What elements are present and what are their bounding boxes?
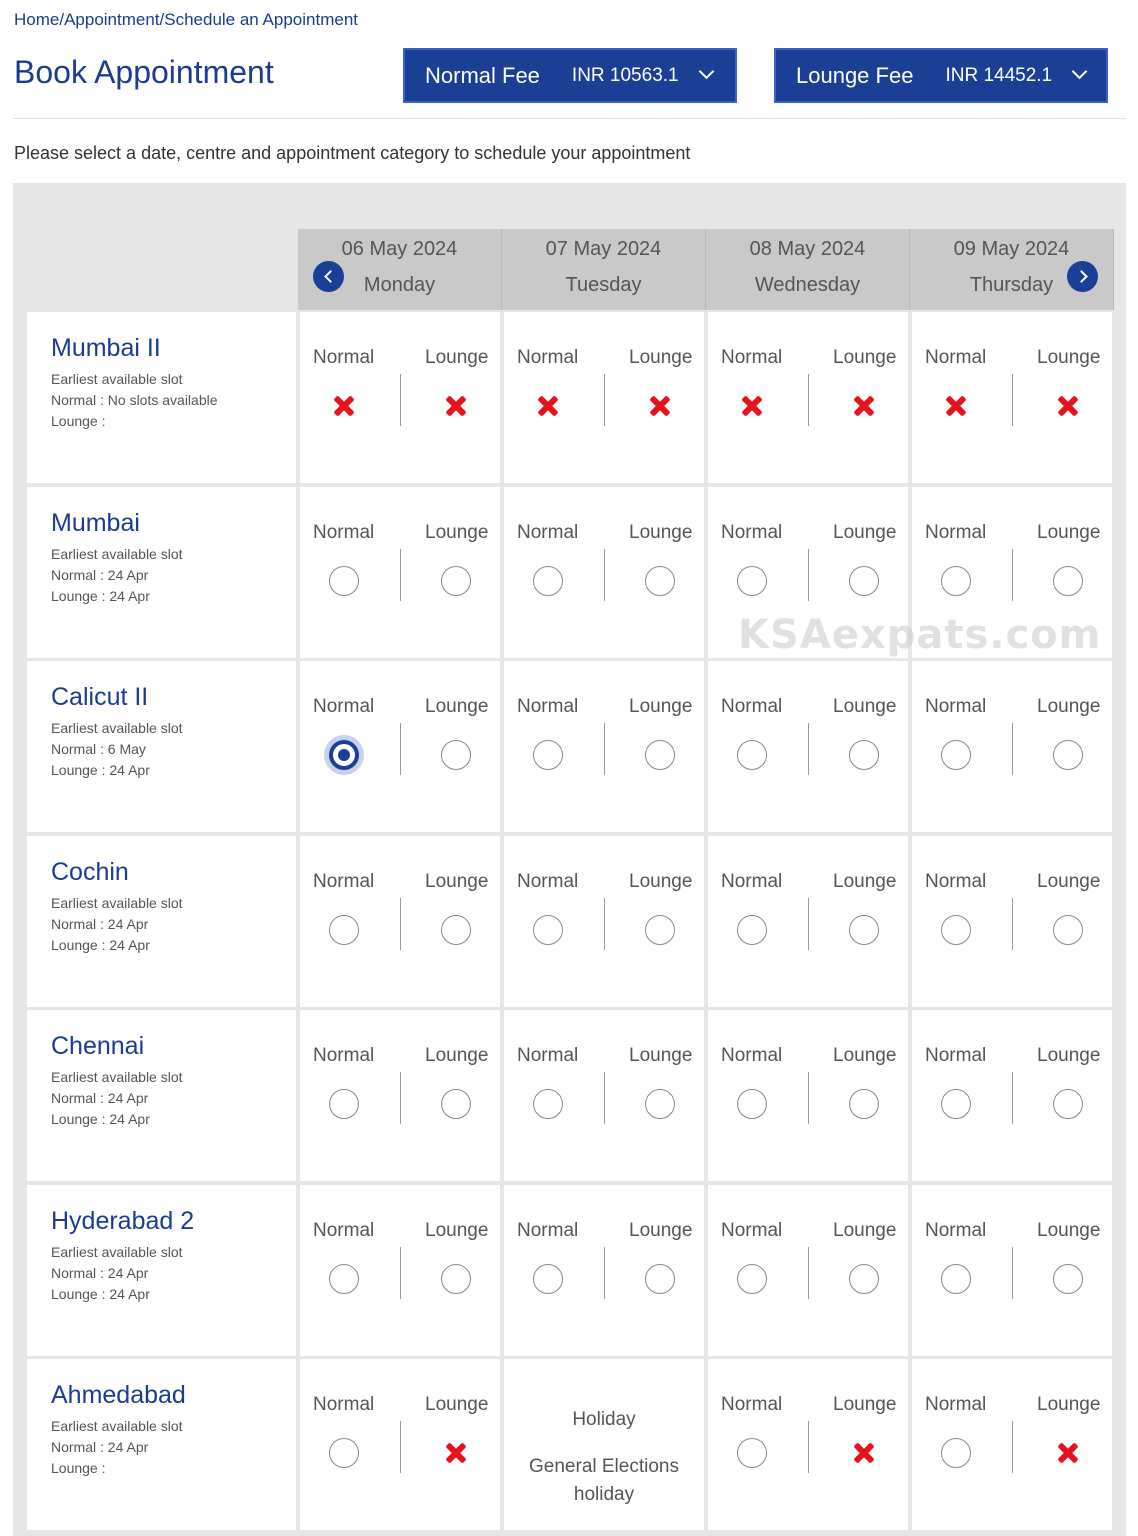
red-cross-icon — [329, 391, 359, 421]
slot-container — [645, 740, 675, 770]
earliest-slot-line: Earliest available slot — [51, 546, 183, 562]
normal-slot-radio[interactable] — [941, 566, 971, 596]
normal-label: Normal — [313, 347, 375, 368]
slot-container — [849, 915, 879, 945]
center-card — [27, 312, 296, 483]
normal-fee-amount: INR 10563.1 — [571, 64, 679, 86]
slot-container — [329, 740, 359, 770]
slot-container — [441, 391, 471, 421]
normal-label: Normal — [925, 871, 987, 892]
slot-container — [1053, 1089, 1083, 1119]
center-name: Mumbai — [51, 509, 140, 537]
earliest-slot-info — [51, 1067, 296, 1130]
slot-cell — [912, 1185, 1112, 1356]
red-cross-icon — [849, 391, 879, 421]
lounge-label: Lounge — [833, 871, 897, 892]
normal-label: Normal — [721, 696, 783, 717]
normal-label: Normal — [925, 696, 987, 717]
slot-divider — [808, 1072, 809, 1124]
slot-container — [941, 1089, 971, 1119]
slot-cell — [300, 1185, 500, 1356]
slot-container — [941, 391, 971, 421]
slot-container — [441, 1264, 471, 1294]
slot-container — [1053, 1264, 1083, 1294]
slot-container — [329, 566, 359, 596]
lounge-label: Lounge — [425, 522, 489, 543]
slot-cell — [708, 1010, 908, 1181]
slot-container — [737, 391, 767, 421]
day-name: Monday — [363, 274, 436, 296]
lounge-label: Lounge — [629, 522, 693, 543]
lounge-slot-radio[interactable] — [1053, 915, 1083, 945]
normal-label: Normal — [925, 347, 987, 368]
lounge-label: Lounge — [1037, 1220, 1101, 1241]
slot-divider — [1012, 1421, 1013, 1473]
slot-cell — [708, 836, 908, 1007]
lounge-slot-radio[interactable] — [441, 740, 471, 770]
slot-cell — [300, 836, 500, 1007]
earliest-slot-line: Normal : 24 Apr — [51, 1439, 149, 1455]
earliest-slot-line: Lounge : 24 Apr — [51, 762, 150, 778]
normal-label: Normal — [721, 1220, 783, 1241]
normal-slot-radio[interactable] — [737, 740, 767, 770]
normal-slot-radio[interactable] — [329, 1089, 359, 1119]
slot-container — [533, 1089, 563, 1119]
lounge-label: Lounge — [1037, 522, 1101, 543]
red-cross-icon — [533, 391, 563, 421]
slot-divider — [808, 1247, 809, 1299]
normal-slot-radio[interactable] — [533, 1264, 563, 1294]
slot-divider — [604, 723, 605, 775]
center-card — [27, 487, 296, 658]
slot-divider — [808, 898, 809, 950]
slot-container — [441, 566, 471, 596]
normal-label: Normal — [925, 1045, 987, 1066]
lounge-slot-radio[interactable] — [441, 915, 471, 945]
slot-container — [941, 740, 971, 770]
slot-container — [849, 1089, 879, 1119]
normal-label: Normal — [721, 1394, 783, 1415]
earliest-slot-info — [51, 544, 296, 607]
lounge-label: Lounge — [629, 1220, 693, 1241]
lounge-slot-radio[interactable] — [1053, 740, 1083, 770]
earliest-slot-line: Lounge : 24 Apr — [51, 1111, 150, 1127]
previous-dates-button[interactable] — [313, 261, 344, 292]
slot-divider — [604, 1072, 605, 1124]
earliest-slot-line: Earliest available slot — [51, 1418, 183, 1434]
slot-cell — [912, 1010, 1112, 1181]
instruction-text: Please select a date, centre and appointment category to schedule your appointment — [14, 143, 691, 163]
normal-slot-radio[interactable] — [329, 566, 359, 596]
lounge-slot-radio[interactable] — [849, 1264, 879, 1294]
slot-container — [441, 740, 471, 770]
lounge-label: Lounge — [1037, 871, 1101, 892]
lounge-slot-radio[interactable] — [1053, 1089, 1083, 1119]
day-date: 06 May 2024 — [341, 238, 458, 260]
day-name: Tuesday — [565, 274, 642, 296]
center-card — [27, 836, 296, 1007]
slot-container — [533, 1264, 563, 1294]
slot-container — [329, 1264, 359, 1294]
lounge-label: Lounge — [425, 696, 489, 717]
slot-container — [849, 1438, 879, 1468]
page-title: Book Appointment — [14, 54, 274, 90]
slot-divider — [604, 374, 605, 426]
center-card — [27, 661, 296, 832]
lounge-fee-label: Lounge Fee — [796, 62, 914, 88]
center-name: Hyderabad 2 — [51, 1207, 195, 1235]
center-name: Cochin — [51, 858, 129, 886]
lounge-label: Lounge — [833, 696, 897, 717]
normal-slot-radio[interactable] — [737, 915, 767, 945]
earliest-slot-line: Earliest available slot — [51, 720, 183, 736]
lounge-slot-radio[interactable] — [645, 1264, 675, 1294]
earliest-slot-line: Earliest available slot — [51, 1069, 183, 1085]
slot-cell — [912, 312, 1112, 483]
slot-container — [533, 566, 563, 596]
slot-cell — [504, 487, 704, 658]
lounge-label: Lounge — [1037, 1045, 1101, 1066]
slot-divider — [1012, 723, 1013, 775]
center-name: Ahmedabad — [51, 1381, 186, 1409]
normal-slot-radio[interactable] — [533, 915, 563, 945]
slot-container — [533, 915, 563, 945]
normal-slot-radio[interactable] — [941, 1264, 971, 1294]
earliest-slot-line: Normal : 6 May — [51, 741, 146, 757]
slot-container — [1053, 391, 1083, 421]
lounge-slot-radio[interactable] — [849, 566, 879, 596]
lounge-slot-radio[interactable] — [1053, 1264, 1083, 1294]
normal-slot-radio[interactable] — [329, 915, 359, 945]
slot-container — [645, 1089, 675, 1119]
slot-container — [1053, 915, 1083, 945]
lounge-label: Lounge — [425, 347, 489, 368]
slot-cell — [504, 1185, 704, 1356]
earliest-slot-line: Lounge : 24 Apr — [51, 937, 150, 953]
lounge-slot-radio[interactable] — [849, 1089, 879, 1119]
slot-container — [441, 915, 471, 945]
slot-container — [849, 740, 879, 770]
slot-divider — [400, 723, 401, 775]
slot-divider — [1012, 374, 1013, 426]
normal-label: Normal — [313, 1045, 375, 1066]
red-cross-icon — [441, 391, 471, 421]
slot-container — [849, 1264, 879, 1294]
slot-container — [849, 566, 879, 596]
slot-divider — [400, 549, 401, 601]
lounge-label: Lounge — [629, 347, 693, 368]
slot-container — [645, 1264, 675, 1294]
lounge-label: Lounge — [833, 1045, 897, 1066]
slot-cell — [708, 487, 908, 658]
normal-slot-radio[interactable] — [329, 1438, 359, 1468]
center-card — [27, 1359, 296, 1530]
slot-divider — [400, 1421, 401, 1473]
red-cross-icon — [941, 391, 971, 421]
lounge-label: Lounge — [425, 1394, 489, 1415]
slot-divider — [1012, 1247, 1013, 1299]
slot-container — [329, 1089, 359, 1119]
slot-container — [737, 566, 767, 596]
breadcrumb[interactable]: Home/Appointment/Schedule an Appointment — [14, 10, 359, 29]
normal-label: Normal — [925, 522, 987, 543]
normal-label: Normal — [925, 1394, 987, 1415]
slot-divider — [1012, 898, 1013, 950]
lounge-label: Lounge — [425, 1045, 489, 1066]
red-cross-icon — [1053, 391, 1083, 421]
day-header — [502, 229, 706, 310]
slot-container — [533, 391, 563, 421]
red-cross-icon — [645, 391, 675, 421]
slot-cell — [504, 1359, 704, 1530]
slot-divider — [604, 1247, 605, 1299]
red-cross-icon — [1053, 1438, 1083, 1468]
earliest-slot-line: Earliest available slot — [51, 895, 183, 911]
slot-container — [737, 1089, 767, 1119]
earliest-slot-info — [51, 1242, 296, 1305]
normal-label: Normal — [721, 1045, 783, 1066]
slot-container — [941, 566, 971, 596]
slot-cell — [300, 1359, 500, 1530]
slot-divider — [400, 1072, 401, 1124]
center-name: Calicut II — [51, 683, 149, 711]
normal-label: Normal — [721, 347, 783, 368]
slot-cell — [912, 1359, 1112, 1530]
slot-container — [737, 1438, 767, 1468]
slot-divider — [1012, 1072, 1013, 1124]
lounge-label: Lounge — [833, 1394, 897, 1415]
chevron-right-icon — [1075, 270, 1088, 283]
red-cross-icon — [441, 1438, 471, 1468]
earliest-slot-line: Normal : 24 Apr — [51, 567, 149, 583]
holiday-title: Holiday — [572, 1409, 636, 1430]
normal-label: Normal — [721, 522, 783, 543]
earliest-slot-line: Earliest available slot — [51, 371, 183, 387]
lounge-label: Lounge — [425, 1220, 489, 1241]
day-header — [706, 229, 910, 310]
earliest-slot-line: Earliest available slot — [51, 1244, 183, 1260]
slot-cell — [300, 312, 500, 483]
slot-divider — [808, 1421, 809, 1473]
normal-label: Normal — [313, 1220, 375, 1241]
earliest-slot-line: Lounge : — [51, 1460, 106, 1476]
normal-label: Normal — [517, 871, 579, 892]
normal-fee-dropdown[interactable] — [403, 48, 737, 103]
slot-container — [329, 915, 359, 945]
lounge-fee-dropdown[interactable] — [774, 48, 1108, 103]
earliest-slot-line: Lounge : 24 Apr — [51, 588, 150, 604]
lounge-label: Lounge — [1037, 1394, 1101, 1415]
holiday-notice — [504, 1359, 704, 1509]
normal-label: Normal — [517, 1220, 579, 1241]
lounge-label: Lounge — [629, 696, 693, 717]
lounge-slot-radio[interactable] — [645, 566, 675, 596]
slot-cell — [504, 836, 704, 1007]
lounge-slot-radio[interactable] — [645, 915, 675, 945]
normal-slot-radio[interactable] — [737, 1264, 767, 1294]
normal-slot-radio[interactable] — [941, 915, 971, 945]
lounge-slot-radio[interactable] — [1053, 566, 1083, 596]
lounge-label: Lounge — [629, 871, 693, 892]
slot-container — [645, 391, 675, 421]
normal-fee-label: Normal Fee — [425, 62, 540, 88]
lounge-slot-radio[interactable] — [441, 566, 471, 596]
normal-slot-radio[interactable] — [941, 740, 971, 770]
normal-label: Normal — [721, 871, 783, 892]
next-dates-button[interactable] — [1067, 261, 1098, 292]
red-cross-icon — [849, 1438, 879, 1468]
slot-cell — [504, 312, 704, 483]
slot-container — [329, 391, 359, 421]
normal-slot-radio[interactable] — [737, 1438, 767, 1468]
slot-container — [941, 1438, 971, 1468]
center-name: Chennai — [51, 1032, 145, 1060]
slot-divider — [808, 549, 809, 601]
lounge-label: Lounge — [425, 871, 489, 892]
earliest-slot-line: Lounge : — [51, 413, 106, 429]
slot-divider — [400, 374, 401, 426]
slot-divider — [604, 898, 605, 950]
center-card — [27, 1010, 296, 1181]
normal-label: Normal — [517, 522, 579, 543]
lounge-label: Lounge — [833, 522, 897, 543]
lounge-label: Lounge — [1037, 696, 1101, 717]
day-name: Wednesday — [754, 274, 861, 296]
normal-slot-radio[interactable] — [737, 566, 767, 596]
slot-cell — [504, 1010, 704, 1181]
slot-divider — [808, 374, 809, 426]
normal-slot-radio[interactable] — [533, 740, 563, 770]
normal-slot-radio[interactable] — [329, 740, 359, 770]
slot-cell — [708, 312, 908, 483]
lounge-slot-radio[interactable] — [645, 740, 675, 770]
slot-container — [1053, 566, 1083, 596]
normal-label: Normal — [925, 1220, 987, 1241]
slot-divider — [400, 1247, 401, 1299]
slot-container — [329, 1438, 359, 1468]
slot-cell — [300, 1010, 500, 1181]
normal-slot-radio[interactable] — [329, 1264, 359, 1294]
slot-cell — [708, 1185, 908, 1356]
slot-divider — [1012, 549, 1013, 601]
normal-slot-radio[interactable] — [737, 1089, 767, 1119]
slot-container — [737, 915, 767, 945]
earliest-slot-line: Normal : 24 Apr — [51, 916, 149, 932]
slot-container — [645, 566, 675, 596]
lounge-slot-radio[interactable] — [849, 915, 879, 945]
slot-container — [737, 740, 767, 770]
day-date: 09 May 2024 — [953, 238, 1070, 260]
lounge-label: Lounge — [833, 1220, 897, 1241]
normal-label: Normal — [313, 1394, 375, 1415]
slot-container — [441, 1089, 471, 1119]
earliest-slot-line: Lounge : 24 Apr — [51, 1286, 150, 1302]
lounge-label: Lounge — [629, 1045, 693, 1066]
normal-label: Normal — [517, 1045, 579, 1066]
slot-container — [941, 915, 971, 945]
day-date: 07 May 2024 — [545, 238, 662, 260]
day-date: 08 May 2024 — [749, 238, 866, 260]
chevron-left-icon — [324, 270, 337, 283]
slot-cell — [912, 487, 1112, 658]
slot-container — [533, 740, 563, 770]
lounge-label: Lounge — [833, 347, 897, 368]
red-cross-icon — [737, 391, 767, 421]
slot-container — [1053, 1438, 1083, 1468]
header-divider — [13, 118, 1126, 119]
lounge-slot-radio[interactable] — [645, 1089, 675, 1119]
chevron-down-icon — [1072, 64, 1088, 80]
earliest-slot-info — [51, 369, 296, 432]
slot-cell — [300, 487, 500, 658]
center-name: Mumbai II — [51, 334, 161, 362]
lounge-fee-amount: INR 14452.1 — [945, 64, 1053, 86]
slot-container — [941, 1264, 971, 1294]
slot-container — [1053, 740, 1083, 770]
slot-cell — [912, 836, 1112, 1007]
earliest-slot-line: Normal : 24 Apr — [51, 1090, 149, 1106]
normal-slot-radio[interactable] — [941, 1089, 971, 1119]
normal-slot-radio[interactable] — [533, 1089, 563, 1119]
slot-container — [645, 915, 675, 945]
normal-slot-radio[interactable] — [941, 1438, 971, 1468]
normal-slot-radio[interactable] — [533, 566, 563, 596]
slot-container — [737, 1264, 767, 1294]
normal-label: Normal — [313, 696, 375, 717]
chevron-down-icon — [698, 64, 714, 80]
earliest-slot-info — [51, 1416, 296, 1479]
slot-cell — [300, 661, 500, 832]
lounge-slot-radio[interactable] — [849, 740, 879, 770]
slot-cell — [912, 661, 1112, 832]
lounge-label: Lounge — [1037, 347, 1101, 368]
normal-label: Normal — [517, 347, 579, 368]
earliest-slot-info — [51, 893, 296, 956]
watermark: KSAexpats.com — [738, 612, 1102, 658]
slot-divider — [400, 898, 401, 950]
normal-label: Normal — [517, 696, 579, 717]
holiday-description: General Elections holiday — [529, 1456, 679, 1505]
slot-container — [849, 391, 879, 421]
slot-container — [441, 1438, 471, 1468]
earliest-slot-line: Normal : No slots available — [51, 392, 218, 408]
slot-divider — [604, 549, 605, 601]
slot-cell — [708, 1359, 908, 1530]
slot-divider — [808, 723, 809, 775]
slot-cell — [504, 661, 704, 832]
lounge-slot-radio[interactable] — [441, 1089, 471, 1119]
earliest-slot-info — [51, 718, 296, 781]
normal-label: Normal — [313, 871, 375, 892]
day-name: Thursday — [969, 274, 1054, 296]
lounge-slot-radio[interactable] — [441, 1264, 471, 1294]
normal-label: Normal — [313, 522, 375, 543]
center-card — [27, 1185, 296, 1356]
slot-cell — [708, 661, 908, 832]
earliest-slot-line: Normal : 24 Apr — [51, 1265, 149, 1281]
